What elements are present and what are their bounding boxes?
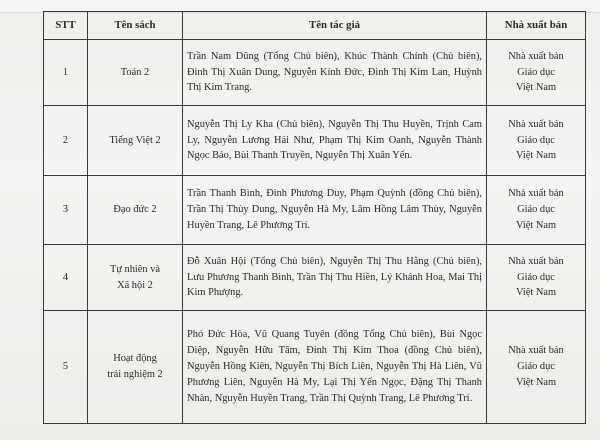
publisher-line: Giáo dục bbox=[517, 271, 555, 283]
table-row bbox=[44, 245, 586, 311]
header-publisher: Nhà xuất bản bbox=[487, 12, 586, 40]
publisher-line: Nhà xuất bản bbox=[508, 345, 564, 357]
row-number: 2 bbox=[44, 106, 88, 176]
book-title bbox=[88, 106, 183, 176]
table-row bbox=[44, 40, 586, 106]
publisher-line: Giáo dục bbox=[517, 134, 555, 146]
table-header-row bbox=[44, 12, 586, 40]
book-title bbox=[88, 176, 183, 245]
book-authors: Nguyễn Thị Ly Kha (Chủ biên), Nguyễn Thị Thu Huyền, Trịnh Cam Ly, Nguyễn Lương Hải Như, Phạm Thị Kim Oanh, Nguyễn Thành Ngọc Bảo, Bùi Thanh Truyền, Nguyễn Thị Xuân Yến. bbox=[183, 106, 487, 176]
book-title-line: Hoạt động bbox=[113, 353, 157, 365]
publisher-line: Nhà xuất bản bbox=[508, 188, 564, 200]
row-number: 1 bbox=[44, 40, 88, 106]
book-publisher bbox=[487, 106, 586, 176]
publisher-line: Nhà xuất bản bbox=[508, 50, 564, 62]
book-publisher bbox=[487, 176, 586, 245]
book-title bbox=[88, 40, 183, 106]
row-number: 3 bbox=[44, 176, 88, 245]
book-title-line: Đạo đức 2 bbox=[113, 204, 157, 216]
header-authors: Tên tác giả bbox=[183, 12, 487, 40]
table-row bbox=[44, 106, 586, 176]
book-authors: Trần Nam Dũng (Tổng Chủ biên), Khúc Thành Chính (Chủ biên), Đinh Thị Xuân Dung, Nguyễn Kính Đức, Đinh Thị Kim Lan, Huỳnh Thị Kim Trang. bbox=[183, 40, 487, 106]
publisher-line: Việt Nam bbox=[515, 376, 557, 388]
book-publisher bbox=[487, 40, 586, 106]
publisher-line: Giáo dục bbox=[517, 204, 555, 216]
book-authors: Trần Thanh Bình, Đinh Phương Duy, Phạm Quỳnh (đồng Chủ biên), Trần Thị Thùy Dung, Nguyễn Hà My, Lâm Hồng Lâm Thùy, Nguyễn Huyền Trang, Lê Phương Trí. bbox=[183, 176, 487, 245]
book-title-line: trải nghiệm 2 bbox=[107, 369, 163, 380]
table-row bbox=[44, 176, 586, 245]
row-number: 5 bbox=[44, 311, 88, 424]
book-title bbox=[88, 245, 183, 311]
book-title bbox=[88, 311, 183, 424]
book-title-line: Tiếng Việt 2 bbox=[109, 134, 161, 146]
header-title: Tên sách bbox=[88, 12, 183, 40]
publisher-line: Giáo dục bbox=[517, 66, 555, 78]
book-table bbox=[43, 11, 586, 424]
book-authors: Phó Đức Hòa, Vũ Quang Tuyên (đồng Tổng Chủ biên), Bùi Ngọc Diệp, Nguyễn Hữu Tâm, Đinh Thị Kim Thoa (đồng Chủ biên), Nguyễn Hồng Kiên, Nguyễn Thị Bích Liên, Nguyễn Thị Hà Liên, Vũ Phương Liên, Nguyễn Hà My, Lại Thị Yến Ngọc, Đặng Thị Thanh Nhàn, Nguyễn Huyền Trang, Trần Thị Quỳnh Trang, Lê Phương Trí. bbox=[183, 311, 487, 424]
book-title-line: Toán 2 bbox=[120, 66, 150, 78]
row-number: 4 bbox=[44, 245, 88, 311]
book-title-line: Xã hội 2 bbox=[117, 279, 153, 291]
table-row bbox=[44, 311, 586, 424]
book-title-line: Tự nhiên và bbox=[109, 263, 161, 275]
publisher-line: Giáo dục bbox=[517, 361, 555, 373]
book-authors: Đỗ Xuân Hội (Tổng Chủ biên), Nguyễn Thị Thu Hằng (Chủ biên), Lưu Phương Thanh Bình, Trần Thị Thu Hiền, Lý Khánh Hoa, Mai Thị Kim Phượng. bbox=[183, 245, 487, 311]
header-stt: STT bbox=[44, 12, 88, 40]
publisher-line: Việt Nam bbox=[515, 82, 557, 94]
book-publisher bbox=[487, 311, 586, 424]
publisher-line: Việt Nam bbox=[515, 287, 557, 299]
book-publisher bbox=[487, 245, 586, 311]
publisher-line: Việt Nam bbox=[515, 150, 557, 162]
publisher-line: Nhà xuất bản bbox=[508, 255, 564, 267]
publisher-line: Nhà xuất bản bbox=[508, 118, 564, 130]
publisher-line: Việt Nam bbox=[515, 219, 557, 231]
